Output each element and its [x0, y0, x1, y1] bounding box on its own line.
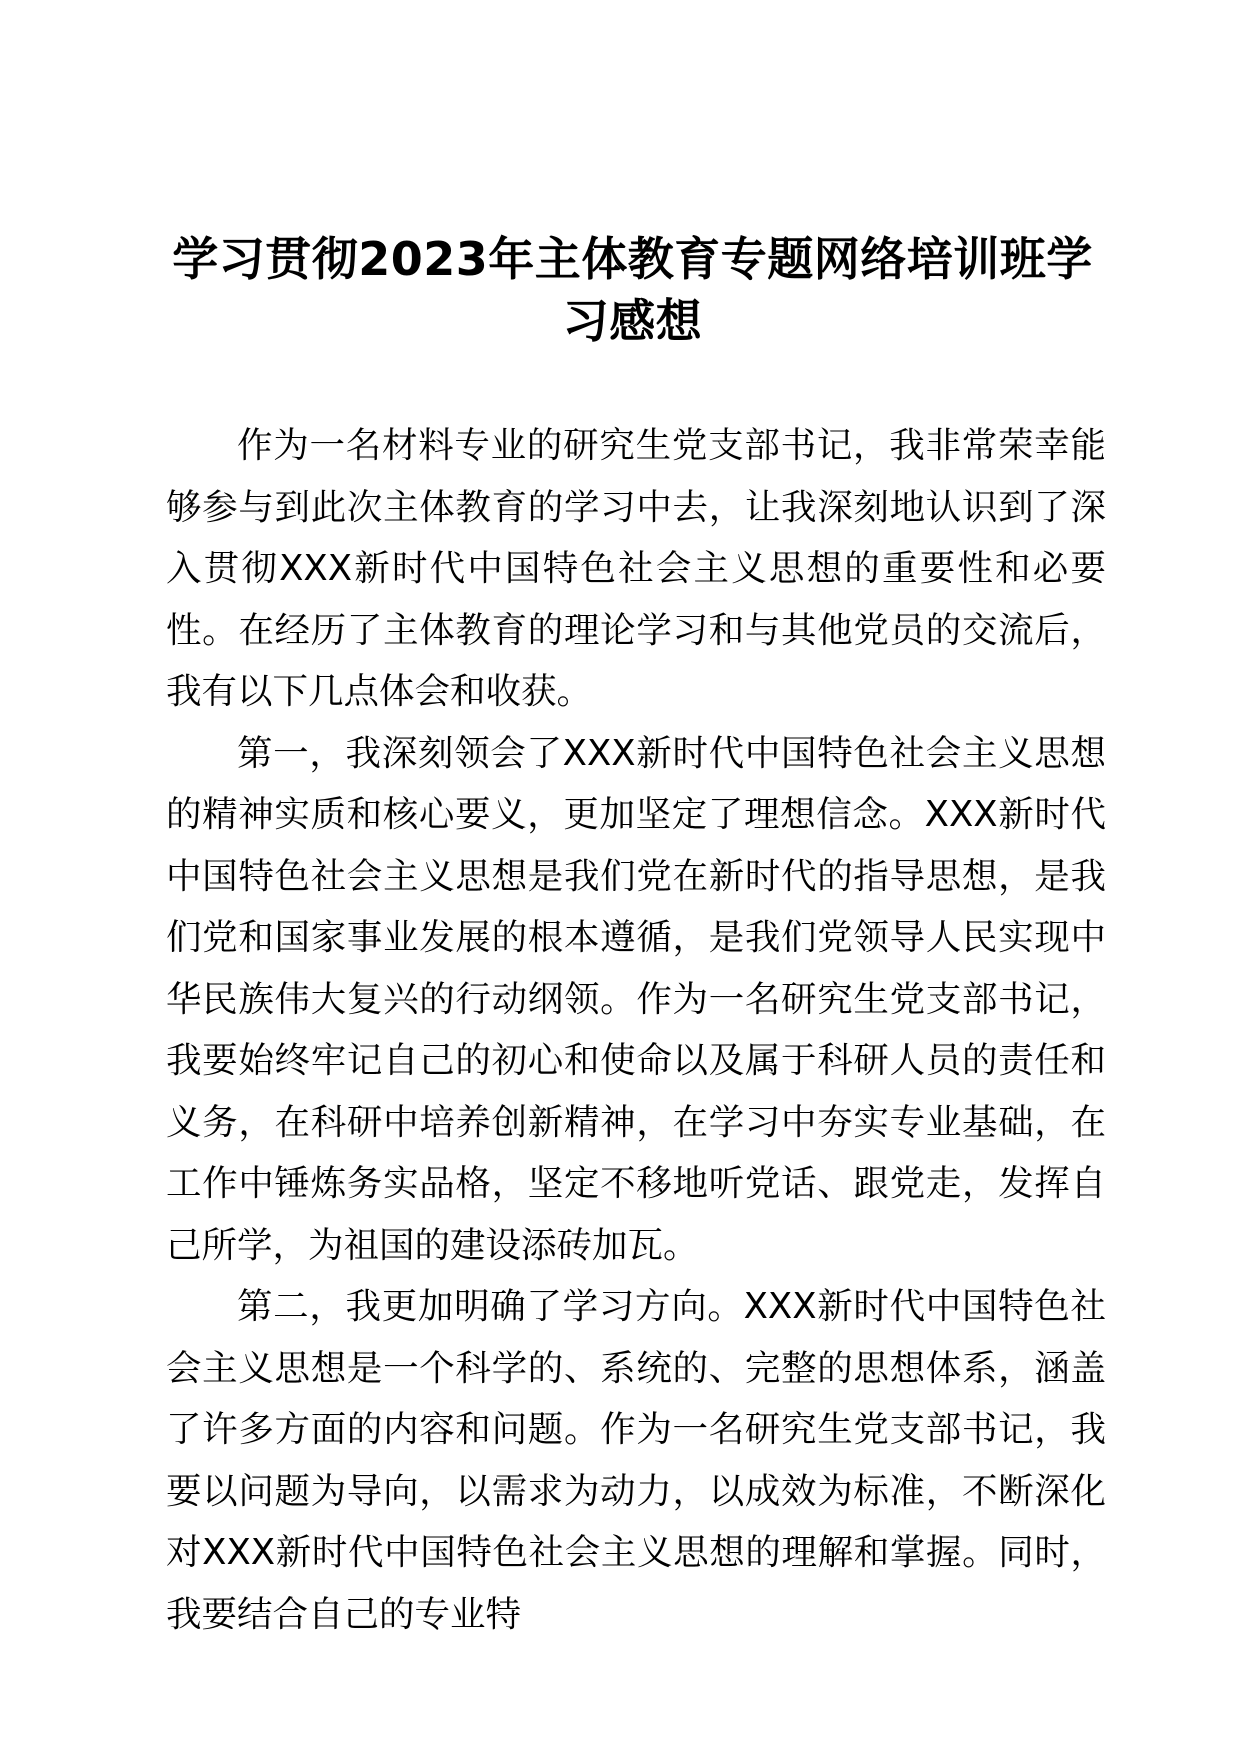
paragraph-intro: 作为一名材料专业的研究生党支部书记，我非常荣幸能够参与到此次主体教育的学习中去，让我深刻地认识到了深入贯彻XXX新时代中国特色社会主义思想的重要性和必要性。在经历了主体教育的理论学习和与其他党员的交流后，我有以下几点体会和收获。 — [166, 425, 1106, 712]
document-title: 学习贯彻2023年主体教育专题网络培训班学习感想 — [172, 232, 1093, 348]
paragraph-first-point: 第一，我深刻领会了XXX新时代中国特色社会主义思想的精神实质和核心要义，更加坚定了理想信念。XXX新时代中国特色社会主义思想是我们党在新时代的指导思想，是我们党和国家事业发展的根本遵循，是我们党领导人民实现中华民族伟大复兴的行动纲领。作为一名研究生党支部书记，我要始终牢记自己的初心和使命以及属于科研人员的责任和义务，在科研中培养创新精神，在学习中夯实专业基础，在工作中锤炼务实品格，坚定不移地听党话、跟党走，发挥自己所学，为祖国的建设添砖加瓦。 — [166, 732, 1106, 1266]
paragraph-second-point: 第二，我更加明确了学习方向。XXX新时代中国特色社会主义思想是一个科学的、系统的、完整的思想体系，涵盖了许多方面的内容和问题。作为一名研究生党支部书记，我要以问题为导向，以需求为动力，以成效为标准，不断深化对XXX新时代中国特色社会主义思想的理解和掌握。同时，我要结合自己的专业特 — [166, 1286, 1106, 1635]
document-body — [166, 415, 1106, 1645]
